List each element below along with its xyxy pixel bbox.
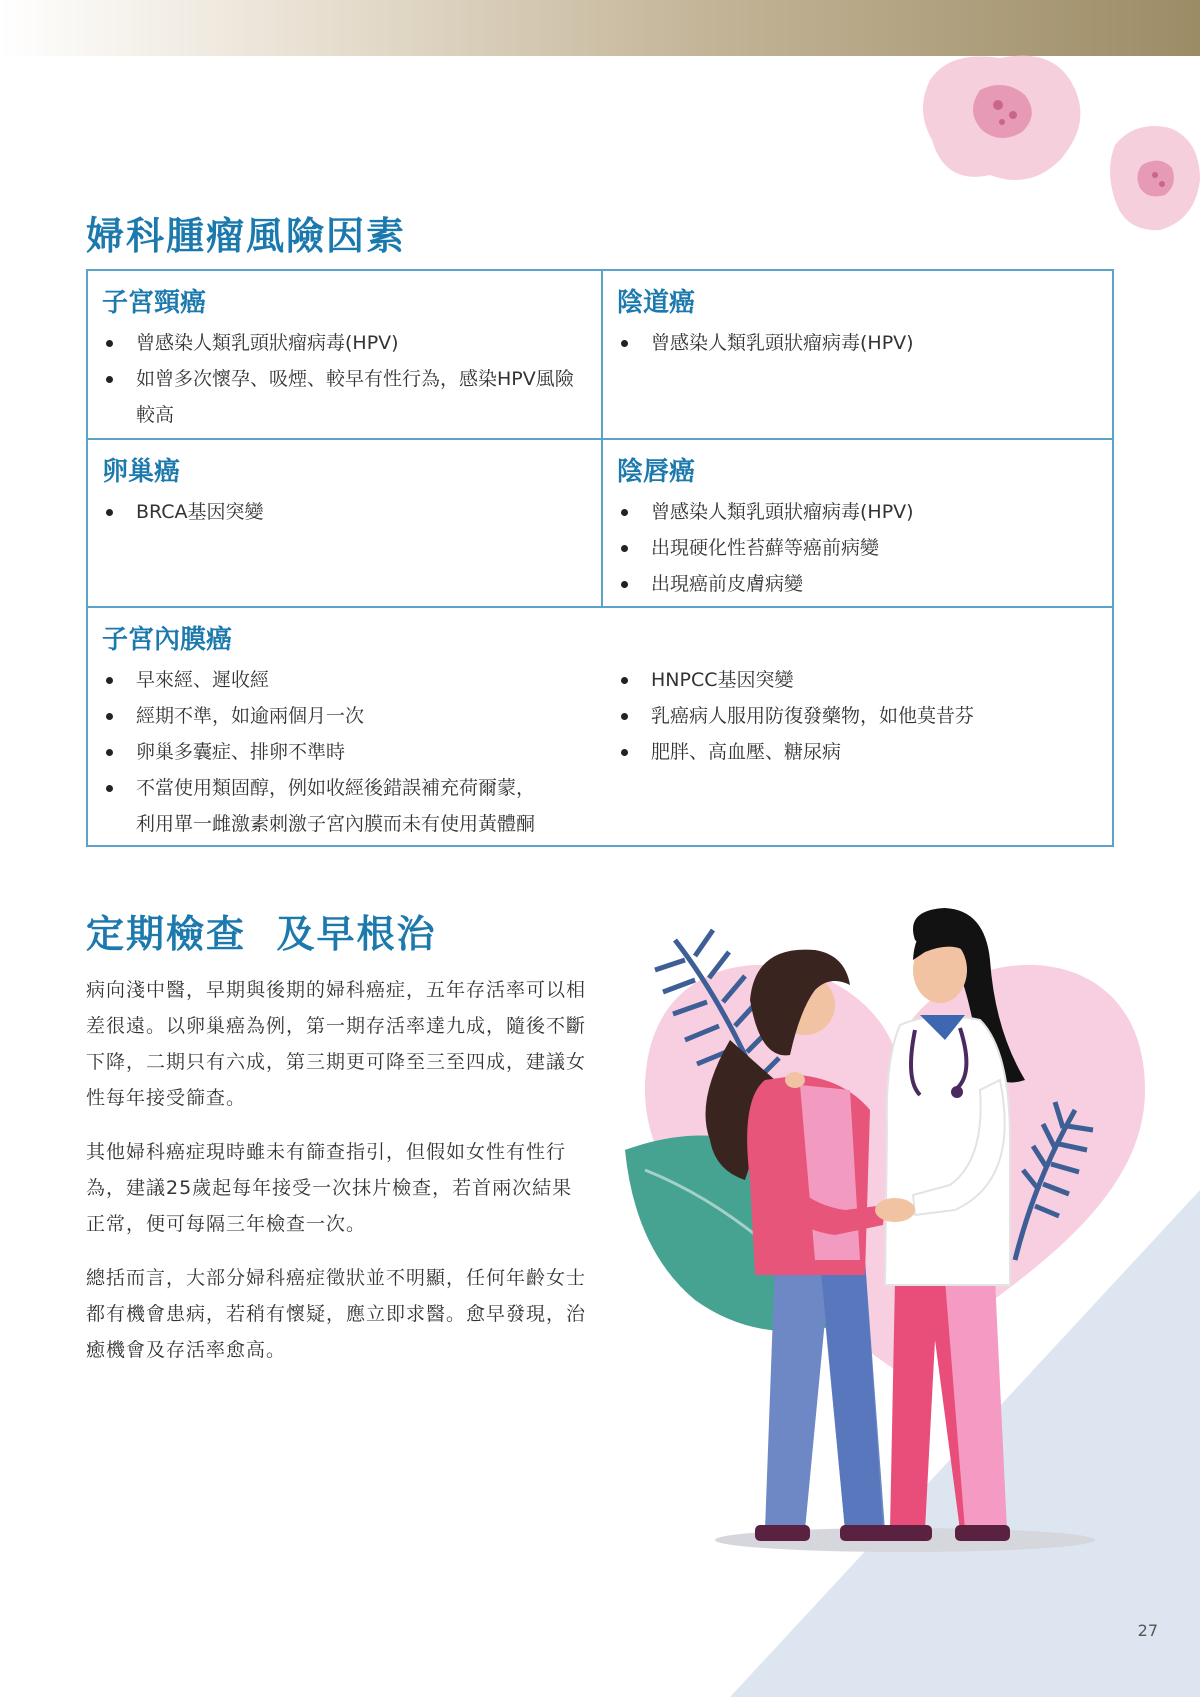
endometrial-cancer-title: 子宮內膜癌 [102,625,233,655]
vulvar-cancer-title: 陰唇癌 [617,457,696,487]
header-gradient-band [0,0,1200,56]
cervical-cancer-title: 子宮頸癌 [102,288,207,318]
list-item: 曾感染人類乳頭狀瘤病毒(HPV) [617,494,1114,530]
paragraph: 總括而言，大部分婦科癌症徵狀並不明顯，任何年齡女士都有機會患病，若稍有懷疑，應立即求醫。愈早發現，治癒機會及存活率愈高。 [86,1267,587,1361]
cervical-cancer-cell [88,271,601,438]
list-item: HNPCC基因突變 [617,662,1097,698]
doctor-patient-illustration [615,880,1175,1560]
list-item: 出現癌前皮膚病變 [617,566,1114,602]
paragraph: 病向淺中醫，早期與後期的婦科癌症，五年存活率可以相差很遠。以卵巢癌為例，第一期存活率達九成，隨後不斷下降，二期只有六成，第三期更可降至三至四成，建議女性每年接受篩查。 [86,979,587,1109]
list-item: 出現硬化性苔蘚等癌前病變 [617,530,1114,566]
list-item-continuation: 利用單一雌激素刺激子宮內膜而未有使用黃體酮 [136,813,536,835]
list-item: 卵巢多囊症、排卵不準時 [102,734,602,770]
page-number: 27 [1137,1621,1158,1640]
list-item: 如曾多次懷孕、吸煙、較早有性行為，感染HPV風險 [102,361,601,397]
endometrial-cancer-cell [88,608,1114,847]
screening-title: 定期檢查 及早根治 [86,912,437,956]
list-item: 曾感染人類乳頭狀瘤病毒(HPV) [617,325,1114,361]
list-item: 經期不準，如逾兩個月一次 [102,698,602,734]
paragraph: 其他婦科癌症現時雖未有篩查指引，但假如女性有性行為，建議25歲起每年接受一次抹片檢查，若首兩次結果正常，便可每隔三年檢查一次。 [86,1141,573,1235]
list-item: 肥胖、高血壓、糖尿病 [617,734,1097,770]
list-item: 不當使用類固醇，例如收經後錯誤補充荷爾蒙， [102,770,602,806]
cell-illustration [910,50,1200,250]
list-item: 曾感染人類乳頭狀瘤病毒(HPV) [102,325,601,361]
list-item: BRCA基因突變 [102,494,601,530]
risk-factors-title: 婦科腫瘤風險因素 [86,214,407,258]
vulvar-cancer-cell [603,440,1114,606]
ovarian-cancer-title: 卵巢癌 [102,457,181,487]
vaginal-cancer-cell [603,271,1114,438]
ovarian-cancer-cell [88,440,601,606]
list-item-continuation: 較高 [136,404,175,426]
list-item: 早來經、遲收經 [102,662,602,698]
vaginal-cancer-title: 陰道癌 [617,288,696,318]
risk-factors-table [86,269,1114,847]
list-item: 乳癌病人服用防復發藥物，如他莫昔芬 [617,698,1097,734]
